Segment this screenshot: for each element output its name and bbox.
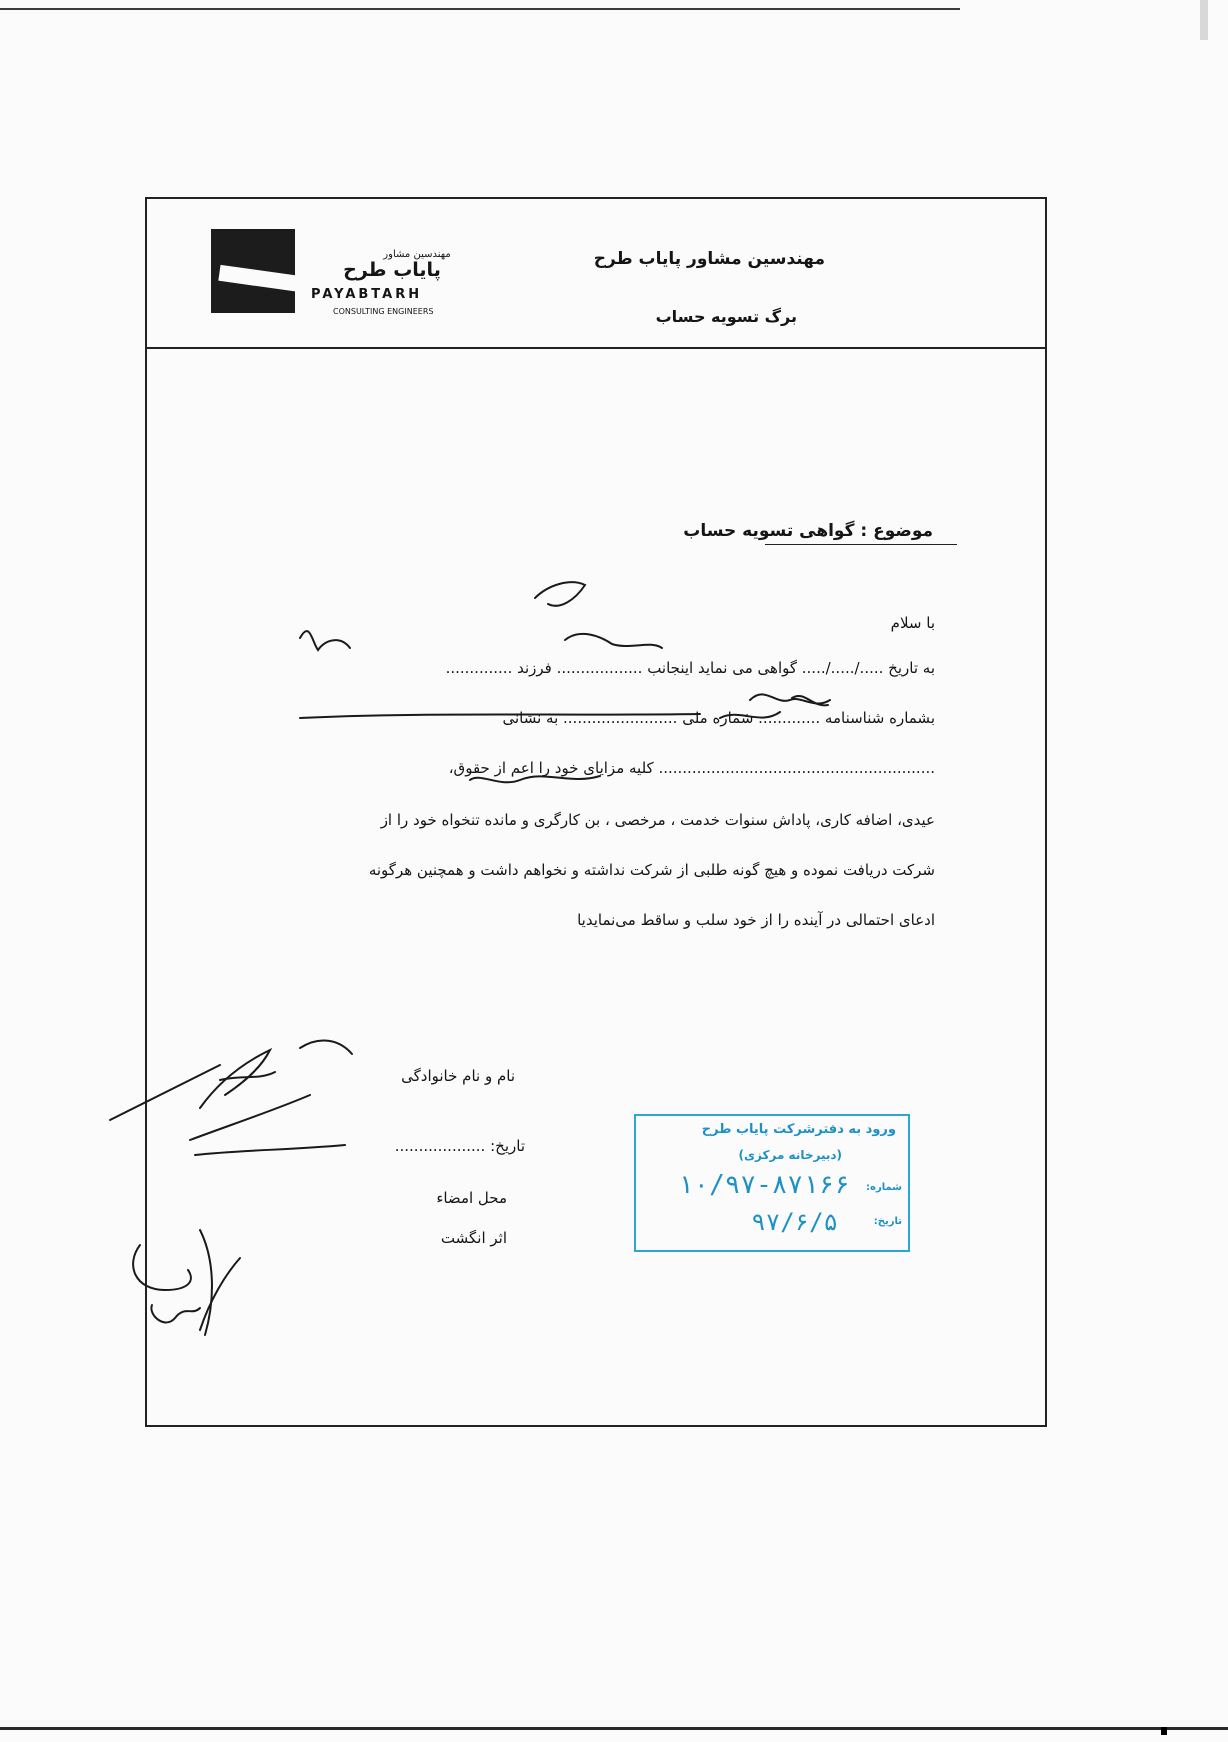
stamp-subtitle: (دبیرخانه مرکزی) xyxy=(738,1148,842,1162)
logo-name-fa: پایاب طرح xyxy=(343,259,441,281)
registry-stamp xyxy=(634,1114,910,1252)
stamp-number-label: شماره: xyxy=(866,1182,902,1193)
body-line-6: ادعای احتمالی در آینده را از خود سلب و ساقط می‌نمایدیا xyxy=(577,911,935,929)
logo-subtitle-fa: مهندسین مشاور xyxy=(383,249,451,260)
logo-name-en: PAYABTARH xyxy=(311,287,423,302)
stamp-title: ورود به دفترشرکت پایاب طرح xyxy=(701,1122,896,1137)
stamp-date-label: تاریخ: xyxy=(873,1216,902,1227)
stamp-number-value: ۱۰/۹۷-۸۷۱۶۶ xyxy=(677,1170,850,1200)
stamp-date-value: ۹۷/۶/۵ xyxy=(751,1208,838,1236)
name-label: نام و نام خانوادگی xyxy=(401,1067,515,1085)
greeting: با سلام xyxy=(890,614,935,632)
subject-line: موضوع : گواهی تسویه حساب xyxy=(683,521,933,541)
date-label: تاریخ: ................... xyxy=(394,1137,525,1155)
logo-tagline-en: CONSULTING ENGINEERS xyxy=(333,307,434,316)
form-title: برگ تسویه حساب xyxy=(655,307,797,326)
signature-label: محل امضاء xyxy=(436,1189,507,1207)
body-line-4: عیدی، اضافه کاری، پاداش سنوات خدمت ، مرخصی ، بن کارگری و مانده تنخواه خود را از xyxy=(380,811,935,829)
company-name: مهندسین مشاور پایاب طرح xyxy=(593,249,825,269)
body-line-2: بشماره شناسنامه ............. شماره ملی ........................ به نشانی xyxy=(502,709,935,727)
body-line-1: به تاریخ ...../...../..... گواهی می نماید اینجانب .................. فرزند .............. xyxy=(445,659,935,677)
body-line-3: .......................................................... کلیه مزایای خود را اعم از حقوق، xyxy=(448,759,935,777)
body-line-5: شرکت دریافت نموده و هیچ گونه طلبی از شرکت نداشته و نخواهم داشت و همچنین هرگونه xyxy=(368,861,935,879)
fingerprint-label: اثر انگشت xyxy=(440,1229,507,1247)
